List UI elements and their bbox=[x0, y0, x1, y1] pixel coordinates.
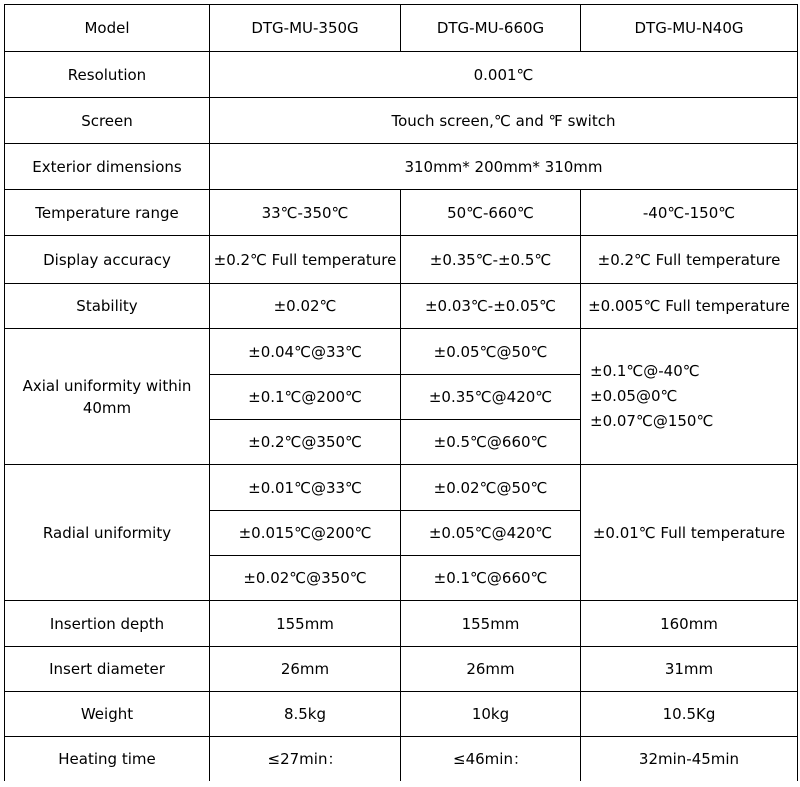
row-weight bbox=[5, 692, 798, 737]
axial-uniformity-col3 bbox=[581, 329, 798, 465]
label-exterior-dimensions: Exterior dimensions bbox=[5, 144, 210, 190]
weight-1: 8.5kg bbox=[210, 692, 401, 737]
row-display-accuracy bbox=[5, 236, 798, 284]
screen-value: Touch screen,℃ and ℉ switch bbox=[210, 98, 798, 144]
row-temperature-range bbox=[5, 190, 798, 236]
model-1: DTG-MU-350G bbox=[210, 5, 401, 52]
axial-uniformity-2-2: ±0.35℃@420℃ bbox=[401, 375, 581, 420]
row-insert-diameter bbox=[5, 647, 798, 692]
radial-uniformity-2-1: ±0.02℃@50℃ bbox=[401, 465, 581, 511]
row-radial-uniformity bbox=[5, 465, 798, 511]
label-resolution: Resolution bbox=[5, 52, 210, 98]
radial-uniformity-1-1: ±0.01℃@33℃ bbox=[210, 465, 401, 511]
heating-time-2: ≤46min： bbox=[401, 737, 581, 781]
stability-1: ±0.02℃ bbox=[210, 284, 401, 329]
label-axial-uniformity: Axial uniformity within 40mm bbox=[5, 329, 210, 465]
radial-uniformity-1-2: ±0.015℃@200℃ bbox=[210, 511, 401, 556]
axial-uniformity-1-3: ±0.2℃@350℃ bbox=[210, 420, 401, 465]
radial-uniformity-1-3: ±0.02℃@350℃ bbox=[210, 556, 401, 601]
stability-3: ±0.005℃ Full temperature bbox=[581, 284, 798, 329]
temperature-range-1: 33℃-350℃ bbox=[210, 190, 401, 236]
row-model bbox=[5, 5, 798, 52]
row-stability bbox=[5, 284, 798, 329]
row-axial-uniformity bbox=[5, 329, 798, 375]
row-resolution bbox=[5, 52, 798, 98]
axial-uniformity-1-2: ±0.1℃@200℃ bbox=[210, 375, 401, 420]
label-temperature-range: Temperature range bbox=[5, 190, 210, 236]
label-radial-uniformity: Radial uniformity bbox=[5, 465, 210, 601]
axial-uniformity-3-2: ±0.05@0℃ bbox=[590, 387, 678, 405]
insertion-depth-2: 155mm bbox=[401, 601, 581, 647]
display-accuracy-2: ±0.35℃-±0.5℃ bbox=[401, 236, 581, 284]
row-heating-time bbox=[5, 737, 798, 781]
temperature-range-2: 50℃-660℃ bbox=[401, 190, 581, 236]
display-accuracy-3: ±0.2℃ Full temperature bbox=[581, 236, 798, 284]
weight-3: 10.5Kg bbox=[581, 692, 798, 737]
heating-time-1: ≤27min： bbox=[210, 737, 401, 781]
label-stability: Stability bbox=[5, 284, 210, 329]
label-weight: Weight bbox=[5, 692, 210, 737]
label-screen: Screen bbox=[5, 98, 210, 144]
weight-2: 10kg bbox=[401, 692, 581, 737]
heating-time-3: 32min-45min bbox=[581, 737, 798, 781]
resolution-value: 0.001℃ bbox=[210, 52, 798, 98]
label-heating-time: Heating time bbox=[5, 737, 210, 781]
axial-uniformity-2-1: ±0.05℃@50℃ bbox=[401, 329, 581, 375]
label-display-accuracy: Display accuracy bbox=[5, 236, 210, 284]
stability-2: ±0.03℃-±0.05℃ bbox=[401, 284, 581, 329]
row-screen bbox=[5, 98, 798, 144]
axial-uniformity-2-3: ±0.5℃@660℃ bbox=[401, 420, 581, 465]
insertion-depth-3: 160mm bbox=[581, 601, 798, 647]
radial-uniformity-2-2: ±0.05℃@420℃ bbox=[401, 511, 581, 556]
axial-uniformity-1-1: ±0.04℃@33℃ bbox=[210, 329, 401, 375]
label-model: Model bbox=[5, 5, 210, 52]
insert-diameter-1: 26mm bbox=[210, 647, 401, 692]
axial-uniformity-3-3: ±0.07℃@150℃ bbox=[590, 412, 714, 430]
label-insert-diameter: Insert diameter bbox=[5, 647, 210, 692]
label-insertion-depth: Insertion depth bbox=[5, 601, 210, 647]
exterior-dimensions-value: 310mm* 200mm* 310mm bbox=[210, 144, 798, 190]
spec-table bbox=[4, 4, 798, 781]
insert-diameter-2: 26mm bbox=[401, 647, 581, 692]
radial-uniformity-2-3: ±0.1℃@660℃ bbox=[401, 556, 581, 601]
insertion-depth-1: 155mm bbox=[210, 601, 401, 647]
row-exterior-dimensions bbox=[5, 144, 798, 190]
temperature-range-3: -40℃-150℃ bbox=[581, 190, 798, 236]
radial-uniformity-3: ±0.01℃ Full temperature bbox=[581, 465, 798, 601]
axial-uniformity-3-1: ±0.1℃@-40℃ bbox=[590, 362, 700, 380]
model-3: DTG-MU-N40G bbox=[581, 5, 798, 52]
insert-diameter-3: 31mm bbox=[581, 647, 798, 692]
model-2: DTG-MU-660G bbox=[401, 5, 581, 52]
row-insertion-depth bbox=[5, 601, 798, 647]
display-accuracy-1: ±0.2℃ Full temperature bbox=[210, 236, 401, 284]
